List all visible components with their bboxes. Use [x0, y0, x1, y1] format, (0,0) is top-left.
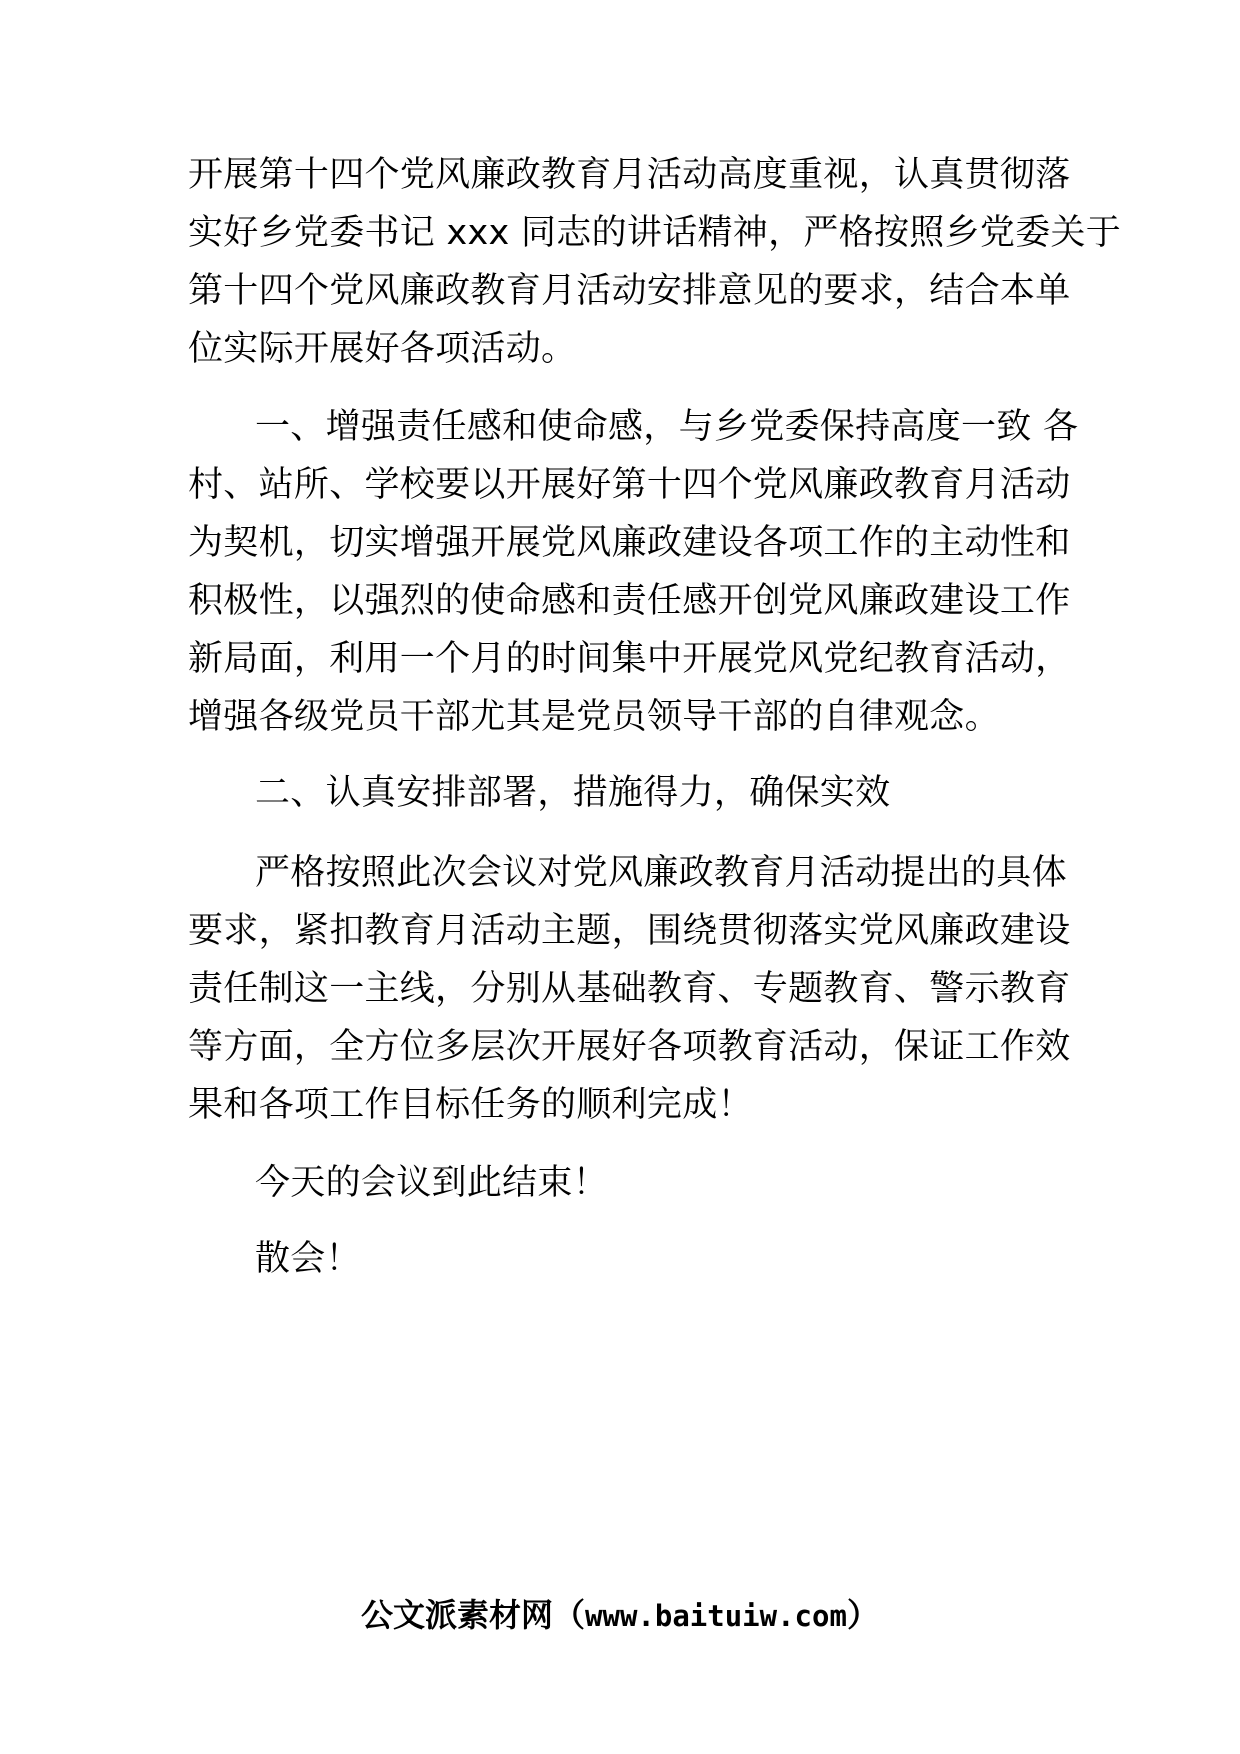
paragraph-2-line-5: 新局面，利用一个月的时间集中开展党风党纪教育活动， — [188, 639, 1071, 679]
closing-meeting-end: 今天的会议到此结束！ — [255, 1163, 609, 1203]
section-one-heading-line: 一、增强责任感和使命感，与乡党委保持高度一致 各 — [255, 407, 1079, 447]
closing-adjourn: 散会！ — [255, 1239, 361, 1279]
footer-url: www.baituiw.com — [585, 1599, 847, 1633]
section-two-heading: 二、认真安排部署，措施得力，确保实效 — [255, 773, 891, 813]
paragraph-2-line-3: 为契机，切实增强开展党风廉政建设各项工作的主动性和 — [188, 523, 1071, 563]
paragraph-4-line-5: 果和各项工作目标任务的顺利完成！ — [188, 1085, 753, 1125]
paragraph-4-line-2: 要求，紧扣教育月活动主题，围绕贯彻落实党风廉政建设 — [188, 911, 1071, 951]
footer-source — [0, 1590, 1240, 1636]
paragraph-4-line-1: 严格按照此次会议对党风廉政教育月活动提出的具体 — [255, 853, 1067, 893]
paragraph-1-line-4: 位实际开展好各项活动。 — [188, 329, 577, 369]
paragraph-4-line-4: 等方面，全方位多层次开展好各项教育活动，保证工作效 — [188, 1027, 1071, 1067]
paragraph-2-line-6: 增强各级党员干部尤其是党员领导干部的自律观念。 — [188, 697, 1000, 737]
footer-open-paren: （ — [553, 1596, 586, 1634]
paragraph-1-line-2: 实好乡党委书记 xxx 同志的讲话精神，严格按照乡党委关于 — [188, 213, 1122, 253]
paragraph-4-line-3: 责任制这一主线，分别从基础教育、专题教育、警示教育 — [188, 969, 1071, 1009]
footer-close-paren: ） — [846, 1596, 879, 1634]
paragraph-1-line-3: 第十四个党风廉政教育月活动安排意见的要求，结合本单 — [188, 271, 1071, 311]
paragraph-2-line-2: 村、站所、学校要以开展好第十四个党风廉政教育月活动 — [188, 465, 1071, 505]
paragraph-1-line-1: 开展第十四个党风廉政教育月活动高度重视，认真贯彻落 — [188, 155, 1071, 195]
paragraph-2-line-4: 积极性，以强烈的使命感和责任感开创党风廉政建设工作 — [188, 581, 1071, 621]
footer-site-name: 公文派素材网 — [361, 1596, 554, 1634]
